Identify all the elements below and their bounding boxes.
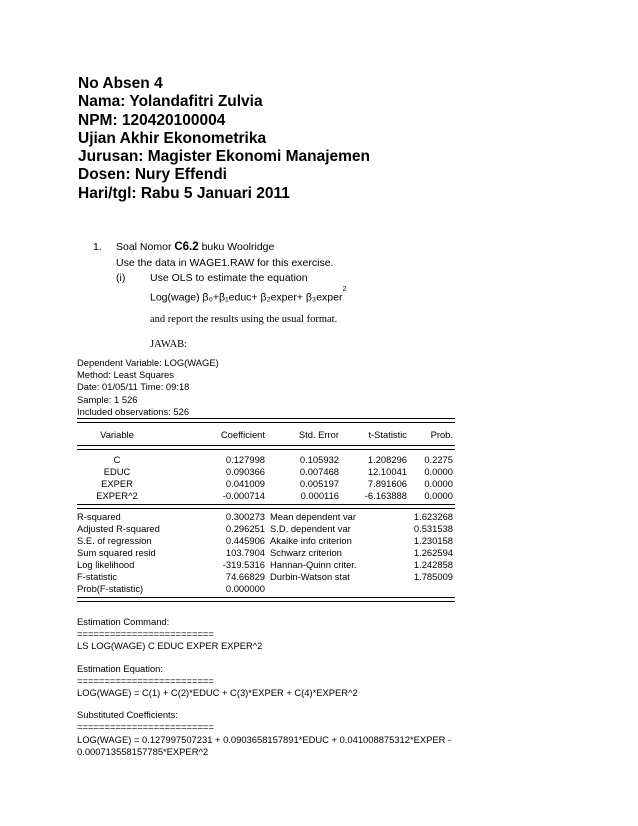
question-intro-bold: C6.2 — [174, 241, 199, 253]
meta-sample: Sample: 1 526 — [77, 393, 138, 405]
question-data-line: Use the data in WAGE1.RAW for this exercise. — [116, 257, 334, 269]
header-line-nama: Nama: Yolandafitri Zulvia — [78, 93, 263, 111]
stat-value-right: 1.262594 — [413, 547, 453, 558]
command-title: Estimation Command: — [77, 616, 170, 627]
stat-label-left: S.E. of regression — [77, 535, 152, 546]
stat-label-right: Mean dependent var — [270, 511, 357, 522]
col-header-prob: Prob. — [430, 429, 453, 440]
row-t-statistic: 7.891606 — [367, 478, 407, 489]
row-coefficient: 0.090366 — [225, 466, 265, 477]
row-coefficient: 0.127998 — [225, 454, 265, 465]
row-coefficient: 0.041009 — [225, 478, 265, 489]
regression-table — [77, 418, 455, 608]
row-std-error: 0.105932 — [299, 454, 339, 465]
question-equation — [150, 287, 346, 306]
row-prob: 0.2275 — [424, 454, 453, 465]
table-rule-top — [77, 418, 455, 423]
equation-title: Estimation Equation: — [77, 662, 163, 674]
stat-label-left: Log likelihood — [77, 559, 135, 570]
meta-method: Method: Least Squares — [77, 369, 174, 381]
question-part-label: (i) — [116, 272, 126, 284]
stat-label-left: R-squared — [77, 511, 121, 522]
header-line-absen: No Absen 4 — [78, 75, 163, 92]
question-number: 1. — [93, 241, 102, 253]
row-t-statistic: -6.163888 — [364, 490, 407, 501]
equation-text: LOG(WAGE) = C(1) + C(2)*EDUC + C(3)*EXPER + C(4)*EXPER^2 — [77, 687, 358, 699]
question-answer: JAWAB: — [150, 339, 188, 350]
row-std-error: 0.007468 — [299, 466, 339, 477]
stat-value-right: 1.623268 — [413, 511, 453, 522]
meta-dependent: Dependent Variable: LOG(WAGE) — [77, 357, 219, 368]
stat-value-right: 1.785009 — [413, 571, 453, 582]
table-rule-bottom — [77, 597, 455, 602]
col-header-coefficient: Coefficient — [220, 429, 265, 440]
row-variable: EXPER^2 — [96, 490, 138, 501]
row-prob: 0.0000 — [424, 466, 453, 477]
subst-separator: ========================= — [77, 721, 214, 733]
stat-label-left: Adjusted R-squared — [77, 523, 160, 534]
stat-value-right: 0.531538 — [413, 523, 453, 534]
stat-value-left: 0.296251 — [225, 523, 265, 534]
stat-label-right: S.D. dependent var — [270, 523, 351, 534]
estimation-output — [77, 616, 451, 758]
stat-value-right: 1.230158 — [413, 535, 453, 546]
header-line-jurusan: Jurusan: Magister Ekonomi Manajemen — [78, 148, 370, 166]
command-separator: ========================= — [77, 628, 214, 640]
stat-value-left: 74.66829 — [225, 571, 265, 582]
col-header-variable: Variable — [100, 429, 134, 440]
student-header — [78, 75, 370, 203]
stat-value-left: 0.300273 — [225, 511, 265, 522]
question-intro — [116, 240, 274, 256]
stat-label-right: Schwarz criterion — [270, 547, 342, 558]
subst-line-1: LOG(WAGE) = 0.127997507231 + 0.0903658157891*EDUC + 0.041008875312*EXPER - — [77, 733, 452, 745]
question-equation-text: Log(wage) β₀+β₁educ+ β₂exper+ β₃exper — [150, 291, 343, 304]
subst-line-2: 0.000713558157785*EXPER^2 — [77, 745, 209, 757]
header-line-ujian: Ujian Akhir Ekonometrika — [78, 129, 267, 147]
stat-label-left: F-statistic — [77, 571, 118, 582]
question-intro-post: buku Woolridge — [198, 241, 275, 253]
stat-value-right: 1.242858 — [413, 559, 453, 570]
meta-date: Date: 01/05/11 Time: 09:18 — [77, 381, 190, 393]
row-t-statistic: 1.208296 — [367, 454, 407, 465]
stat-label-right: Akaike info criterion — [270, 535, 352, 546]
row-t-statistic: 12.10041 — [367, 466, 407, 477]
stat-label-left: Sum squared resid — [77, 547, 156, 558]
question-part-text: Use OLS to estimate the equation — [150, 272, 308, 284]
row-prob: 0.0000 — [424, 478, 453, 489]
question-equation-sup: 2 — [342, 286, 347, 293]
table-rule-stats — [77, 504, 455, 509]
meta-observations: Included observations: 526 — [77, 405, 190, 417]
eviews-meta — [77, 357, 219, 418]
col-header-t-statistic: t-Statistic — [368, 429, 407, 440]
row-variable: EDUC — [103, 466, 131, 477]
header-line-tanggal: Hari/tgl: Rabu 5 Januari 2011 — [78, 184, 290, 202]
command-text: LS LOG(WAGE) C EDUC EXPER EXPER^2 — [77, 640, 263, 652]
stat-label-left: Prob(F-statistic) — [77, 583, 144, 594]
header-line-npm: NPM: 120420100004 — [78, 111, 226, 129]
row-coefficient: -0.000714 — [222, 490, 265, 501]
question-report: and report the results using the usual format. — [150, 314, 338, 325]
header-line-dosen: Dosen: Nury Effendi — [78, 166, 227, 184]
stat-value-left: -319.5316 — [222, 559, 265, 570]
stat-label-right: Durbin-Watson stat — [270, 571, 350, 582]
stat-value-left: 0.445906 — [225, 535, 265, 546]
row-variable: EXPER — [101, 478, 133, 489]
stat-value-left: 0.000000 — [225, 583, 265, 594]
col-header-std-error: Std. Error — [298, 429, 339, 440]
row-prob: 0.0000 — [424, 490, 453, 501]
row-std-error: 0.000116 — [300, 490, 339, 501]
stat-value-left: 103.7904 — [225, 547, 265, 558]
subst-title: Substituted Coefficients: — [77, 709, 178, 721]
stat-label-right: Hannan-Quinn criter. — [270, 559, 357, 570]
equation-separator: ========================= — [77, 674, 214, 686]
row-std-error: 0.005197 — [299, 478, 339, 489]
question-intro-pre: Soal Nomor — [116, 241, 175, 253]
row-variable: C — [113, 454, 121, 465]
table-rule-header — [77, 445, 455, 450]
